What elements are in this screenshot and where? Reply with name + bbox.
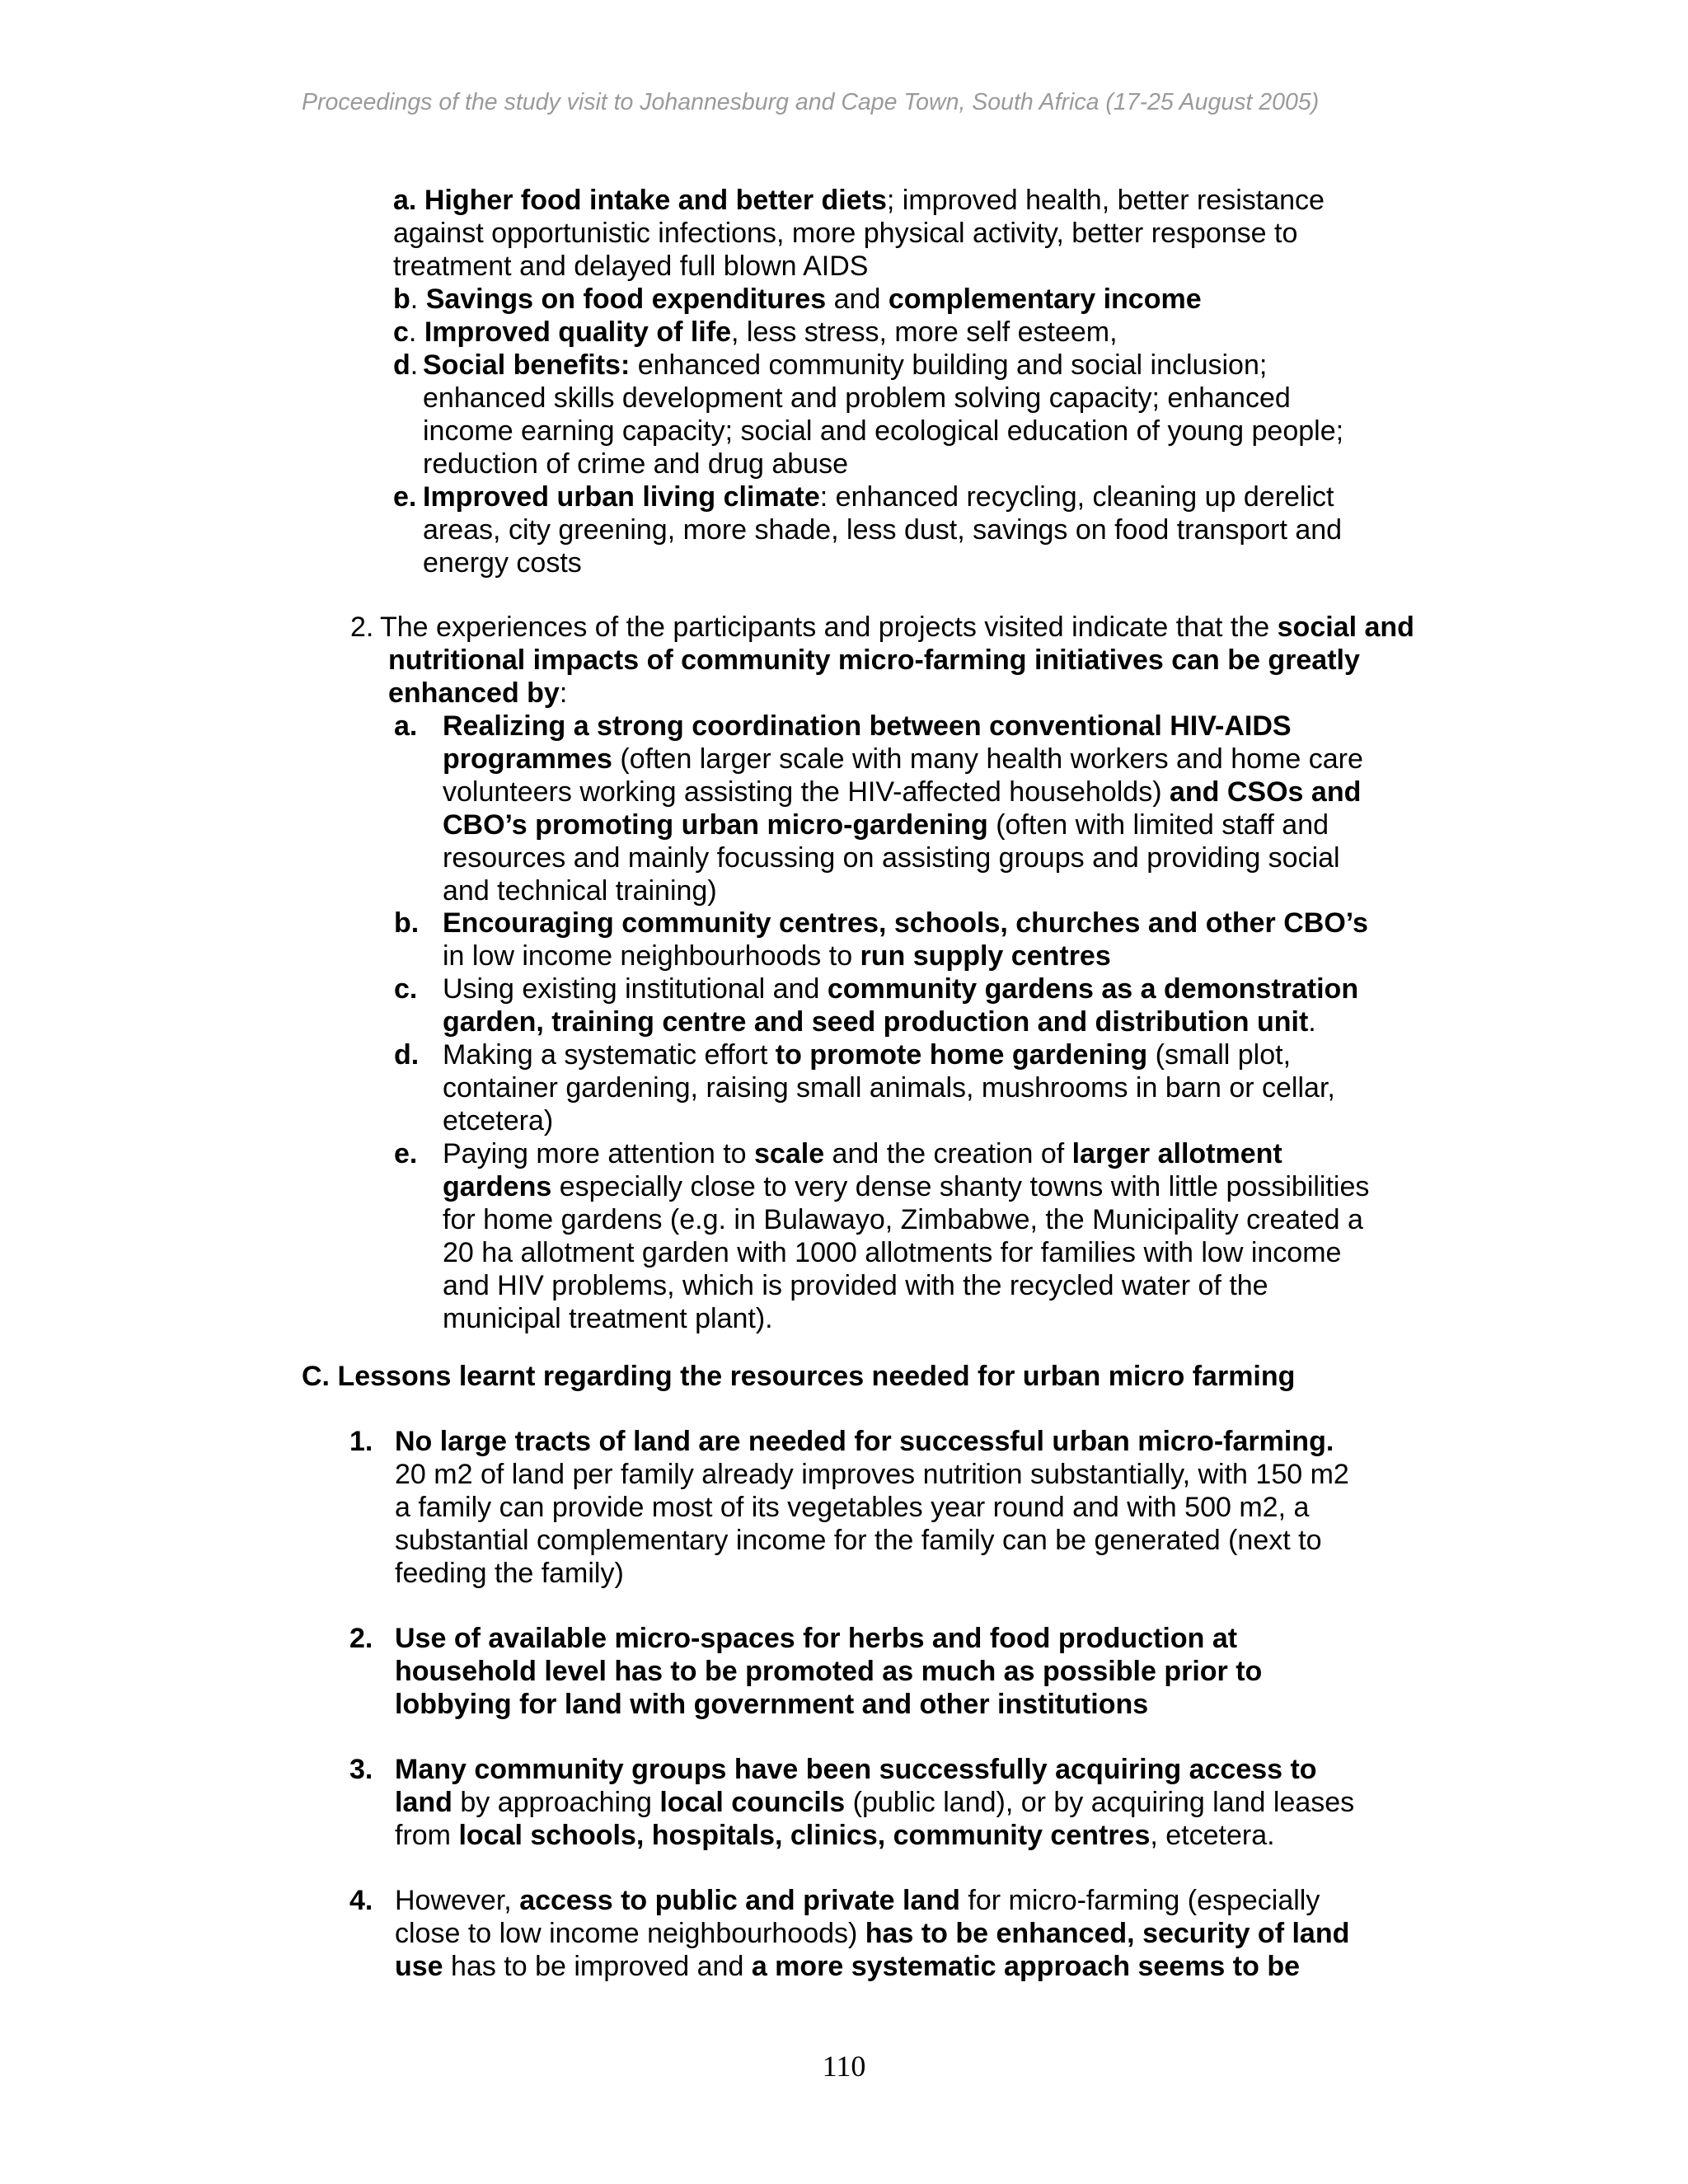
- impact-e-text: : enhanced recycling, cleaning up derelict areas, city greening, more shade, less dust, savings on food transport and energy costs: [423, 481, 1343, 579]
- impact-e-label: e.: [393, 481, 417, 513]
- section-c-1-text: 20 m2 of land per family already improves nutrition substantially, with 150 m2 a family can provide most of its vegetables year round and with 500 m2, a substantial complementary income for the family can be generated (next to feeding the family): [395, 1459, 1349, 1589]
- point-2-c-bold: community gardens as a demonstration garden, training centre and seed production and distribution unit: [443, 973, 1359, 1038]
- point-2-b-bold-2: run supply centres: [860, 940, 1111, 972]
- page-number: 110: [822, 2050, 866, 2083]
- impact-b-label: b: [393, 284, 410, 315]
- document-page: Proceedings of the study visit to Johannesburg and Cape Town, South Africa (17-25 August 2005) a. Higher food intake and better diets; improved health, better resistance against opportunistic infections, more physical activity, better response to treatment and delayed full blown AIDS b. Savings on food expenditures and complementary income c. Improved quality of life, less stress, more self esteem, d. Social benefits: enhanced community building and social inclusion; enhanced skills development and problem solving capacity; enhanced income earning capacity; social and ecological education of young people; reduction of crime and drug abuse e. Improved urban living climate: enhanced recycling, cleaning up derelict areas, city greening, more shade, less dust, savings on food transport and energy costs 2. The experiences of the participants and projects visited indicate that the social and nutritional impacts of community micro-farming initiatives can be greatly enhanced by: a. Realizing a strong coordination between conventional HIV-AIDS programmes (often larger scale with many health workers and home care volunteers working assisting the HIV-affected households) and CSOs and CBO’s promoting urban micro-gardening (often with limited staff and resources and mainly focussing on assisting groups and providing social and technical training) b. Encouraging community centres, schools, churches and other CBO’s in low income neighbourhoods to run supply centres c. Using existing institutional and community gardens as a demonstration garden, training centre and seed production and distribution unit. d. Making a systematic effort to promote home gardening (small plot, container gardening, raising small animals, mushrooms in barn or cellar, etcetera) e. Paying more attention to scale and the creation of larger allotment gardens especially close to very dense shanty towns with little possibilities for home gardens (e.g. in Bulawayo, Zimbabwe, the Municipality created a 20 ha allotment garden with 1000 allotments for families with low income and HIV problems, which is provided with the recycled water of the municipal treatment plant). C. Lessons learnt regarding the resources needed for urban micro farming 1. No large tracts of land are needed for successful urban micro-farming. 20 m2 of land per family already improves nutrition substantially, with 150 m2 a family can provide most of its vegetables year round and with 500 m2, a substantial complementary income for the family can be generated (next to feeding the family) 2. Use of available micro-spaces for herbs and food production at household level has to be promoted as much as possible prior to lobbying for land with government and other institutions 3. Many community groups have been successfully acquiring access to land by approaching local councils (public land), or by acquiring land leases from local schools, hospitals, clinics, community centres, etcetera. 4. However, access to public and private land for micro-farming (especially close to low income neighbourhoods) has to be enhanced, security of land use has to be improved and a more systematic approach seems to be 110: [0, 0, 1688, 2184]
- point-2-e-bold-2: larger allotment gardens: [443, 1138, 1282, 1202]
- point-2-number: 2.: [350, 612, 374, 643]
- impact-b-title-2: complementary income: [888, 284, 1202, 315]
- impact-item-c: c. Improved quality of life, less stress, more self esteem,: [393, 316, 1118, 348]
- impact-c-text: , less stress, more self esteem,: [731, 316, 1118, 348]
- section-c-2-number: 2.: [349, 1623, 373, 1654]
- point-2-d-label: d.: [394, 1039, 420, 1071]
- impact-item-b: b. Savings on food expenditures and complementary income: [393, 284, 1202, 315]
- point-2-b-bold: Encouraging community centres, schools, churches and other CBO’s: [443, 907, 1368, 939]
- point-2-b-label: b.: [394, 907, 420, 939]
- impact-c-label: c: [393, 316, 409, 348]
- running-header: Proceedings of the study visit to Johannesburg and Cape Town, South Africa (17-25 August 2005): [302, 89, 1320, 115]
- impact-c-title: Improved quality of life: [424, 316, 731, 348]
- impact-d-label: d: [393, 349, 410, 381]
- impact-a-title: Higher food intake and better diets: [424, 185, 887, 216]
- section-c-3-number: 3.: [349, 1754, 373, 1785]
- point-2-a-label: a.: [394, 710, 418, 742]
- point-2-intro: The experiences of the participants and projects visited indicate that the: [380, 612, 1270, 643]
- section-c-2-bold: Use of available micro-spaces for herbs and food production at household level has to be promoted as much as possible prior to lobbying for land with government and other institutions: [395, 1623, 1263, 1720]
- impact-d-title: Social benefits:: [423, 349, 631, 381]
- impact-item-a: [393, 184, 1366, 283]
- point-2-a-bold: Realizing a strong coordination between conventional HIV-AIDS programmes: [443, 710, 1292, 775]
- impact-e-title: Improved urban living climate: [423, 481, 820, 513]
- point-2-d-bold: to promote home gardening: [775, 1039, 1148, 1071]
- section-c-1-bold: No large tracts of land are needed for successful urban micro-farming.: [395, 1426, 1334, 1457]
- point-2-e-label: e.: [394, 1138, 418, 1169]
- section-c-4-number: 4.: [349, 1885, 373, 1916]
- impact-a-label: a.: [393, 185, 417, 216]
- impact-d-text: enhanced community building and social inclusion; enhanced skills development and problem solving capacity; enhanced income earning capacity; social and ecological education of young people; reduction of crime and drug abuse: [423, 349, 1344, 480]
- point-2-e-bold: scale: [754, 1138, 825, 1169]
- section-c-1-number: 1.: [349, 1426, 373, 1457]
- impact-b-title: Savings on food expenditures: [425, 284, 827, 315]
- point-2-a-bold-2: and CSOs and CBO’s promoting urban micro-gardening: [443, 776, 1362, 841]
- point-2-emphasis: social and nutritional impacts of community micro-farming initiatives can be greatly enhanced by: [388, 612, 1414, 709]
- impact-a-text: ; improved health, better resistance against opportunistic infections, more physical activity, better response to treatment and delayed full blown AIDS: [393, 185, 1325, 282]
- point-2-c-label: c.: [394, 973, 418, 1005]
- section-c-heading: C. Lessons learnt regarding the resources needed for urban micro farming: [302, 1361, 1296, 1392]
